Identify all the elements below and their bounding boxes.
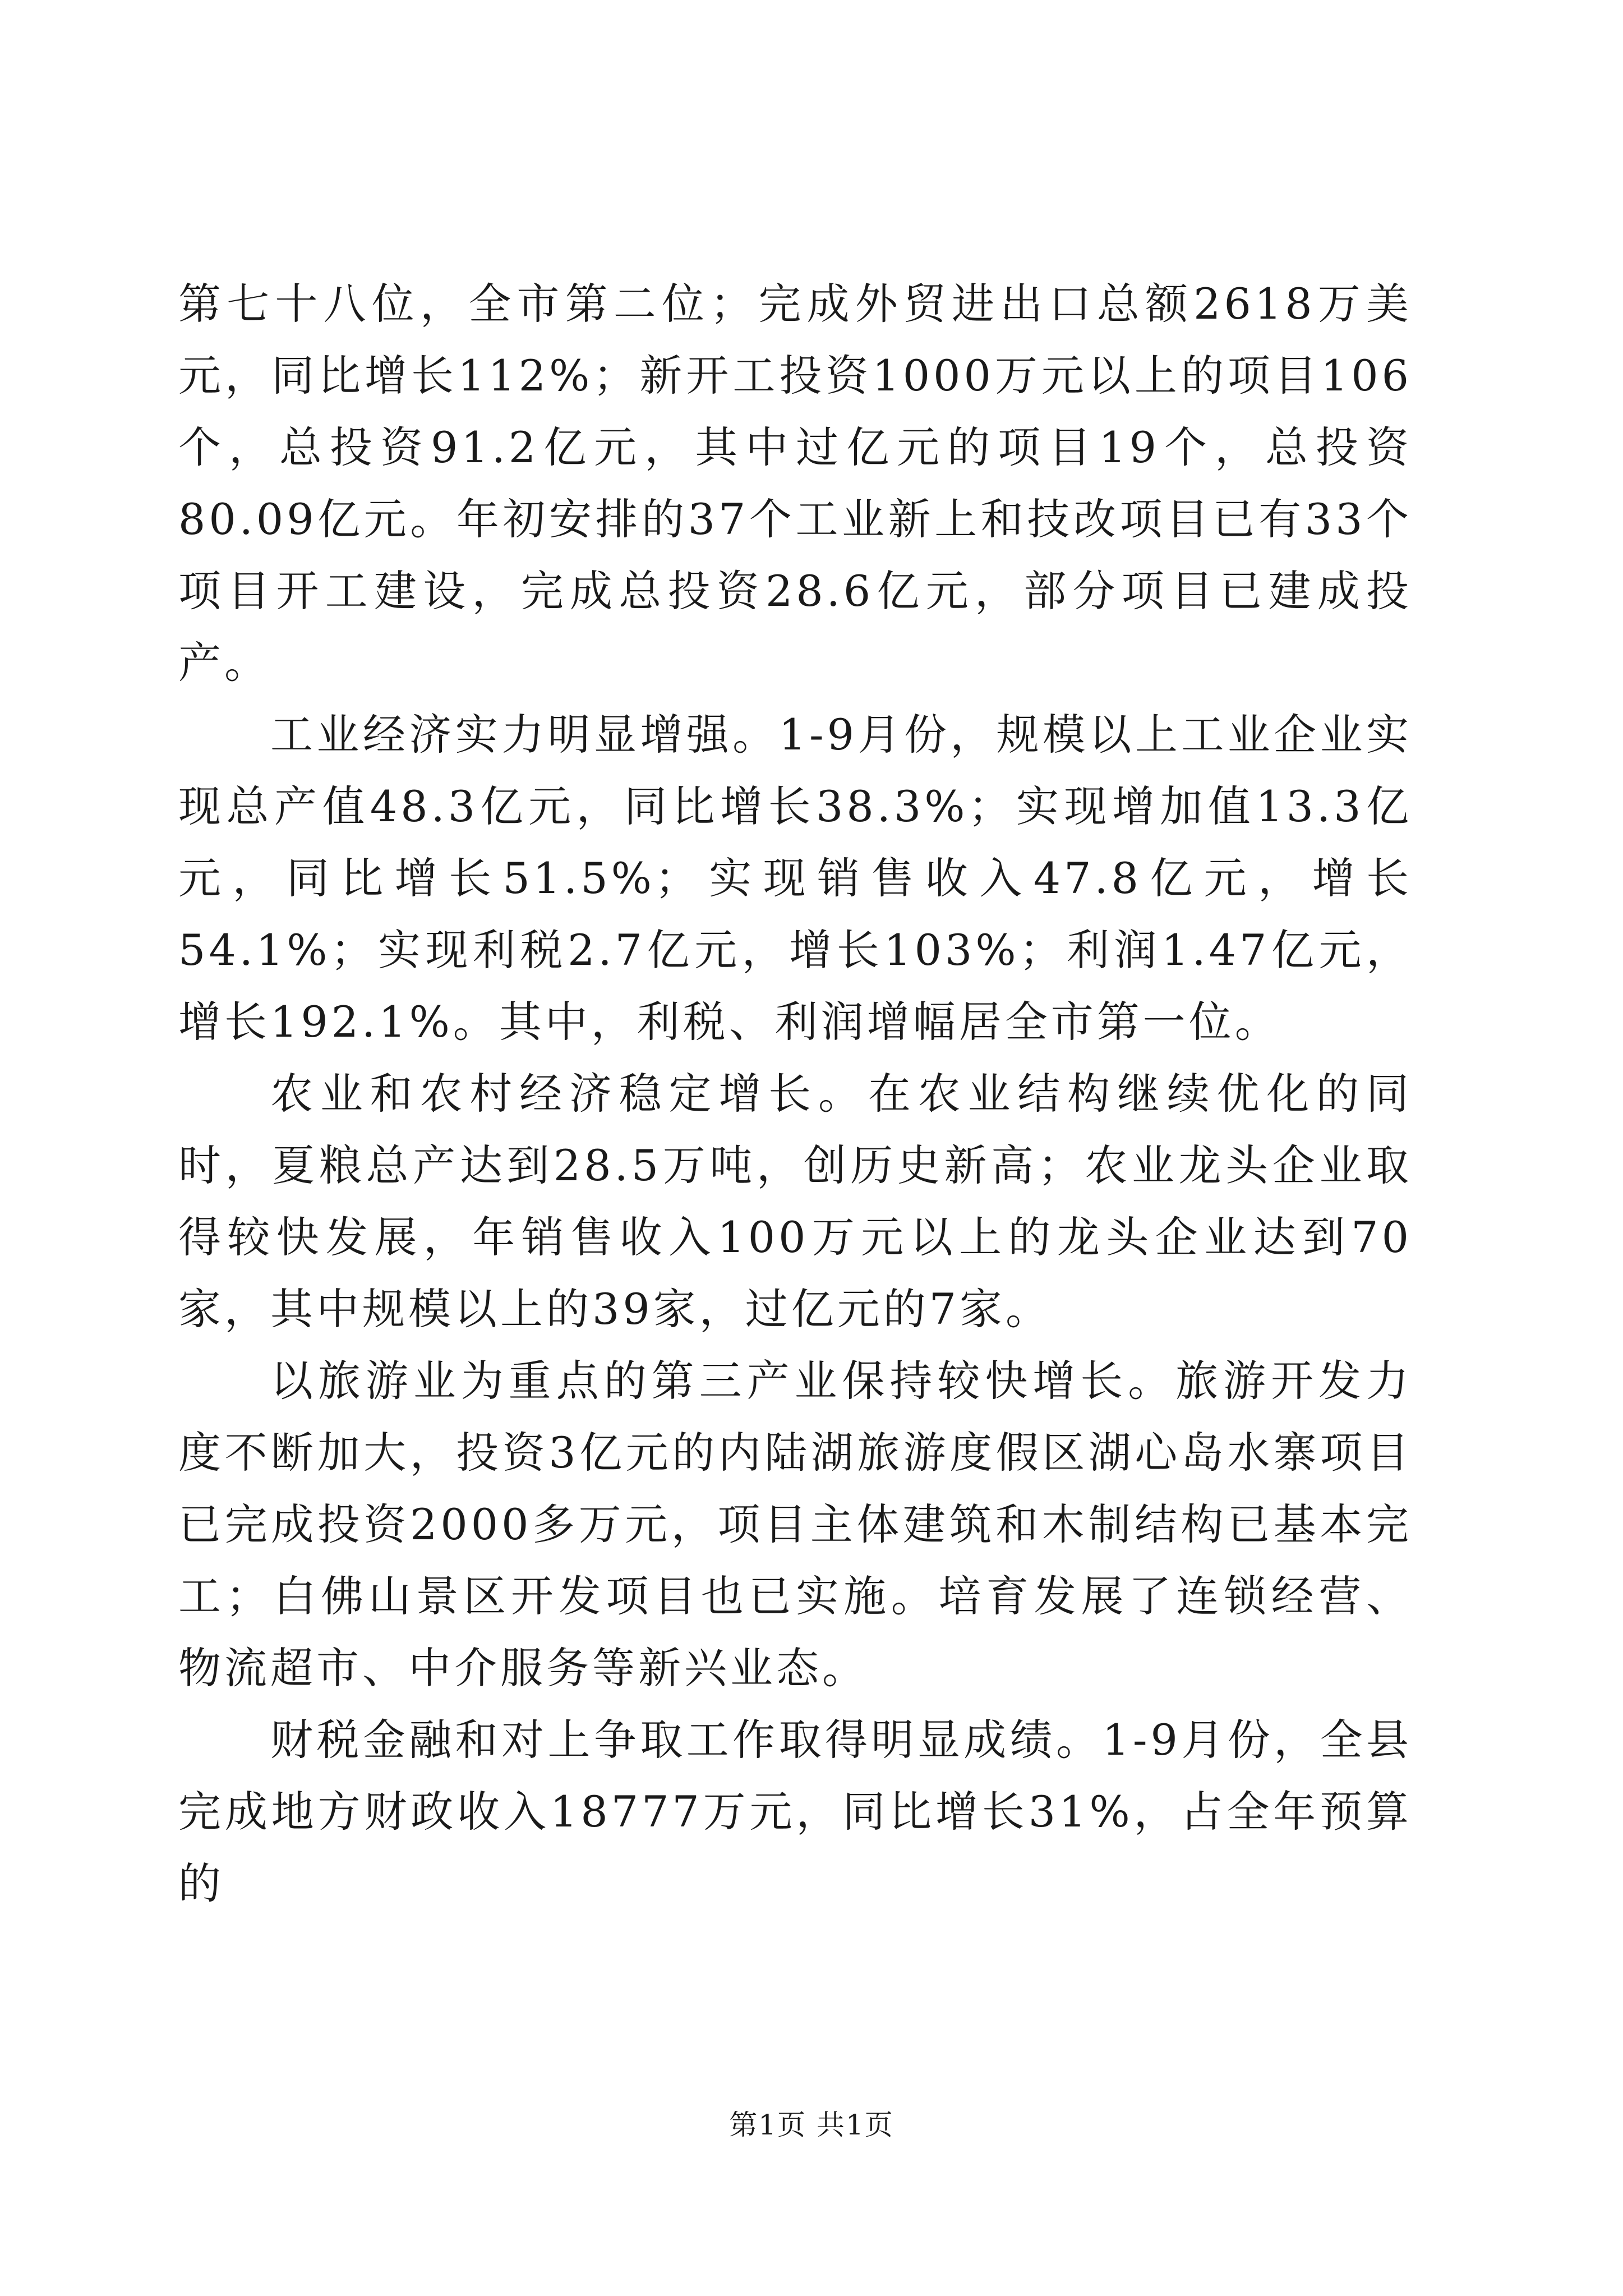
document-body bbox=[178, 268, 1412, 1920]
paragraph-2: 工业经济实力明显增强。1-9月份，规模以上工业企业实现总产值48.3亿元，同比增长38.3%；实现增加值13.3亿元，同比增长51.5%；实现销售收入47.8亿元，增长54.1%；实现利税2.7亿元，增长103%；利润1.47亿元，增长192.1%。其中，利税、利润增幅居全市第一位。 bbox=[178, 710, 1412, 1047]
paragraph-4: 以旅游业为重点的第三产业保持较快增长。旅游开发力度不断加大，投资3亿元的内陆湖旅游度假区湖心岛水寨项目已完成投资2000多万元，项目主体建筑和木制结构已基本完工；白佛山景区开发项目也已实施。培育发展了连锁经营、物流超市、中介服务等新兴业态。 bbox=[178, 1356, 1412, 1693]
paragraph-5: 财税金融和对上争取工作取得明显成绩。1-9月份，全县完成地方财政收入18777万元，同比增长31%，占全年预算的 bbox=[178, 1715, 1412, 1908]
page-footer: 第1页 共1页 bbox=[729, 2109, 894, 2141]
paragraph-3: 农业和农村经济稳定增长。在农业结构继续优化的同时，夏粮总产达到28.5万吨，创历史新高；农业龙头企业取得较快发展，年销售收入100万元以上的龙头企业达到70家，其中规模以上的39家，过亿元的7家。 bbox=[178, 1069, 1412, 1334]
paragraph-1: 第七十八位，全市第二位；完成外贸进出口总额2618万美元，同比增长112%；新开工投资1000万元以上的项目106个，总投资91.2亿元，其中过亿元的项目19个，总投资80.09亿元。年初安排的37个工业新上和技改项目已有33个项目开工建设，完成总投资28.6亿元，部分项目已建成投产。 bbox=[178, 279, 1412, 688]
